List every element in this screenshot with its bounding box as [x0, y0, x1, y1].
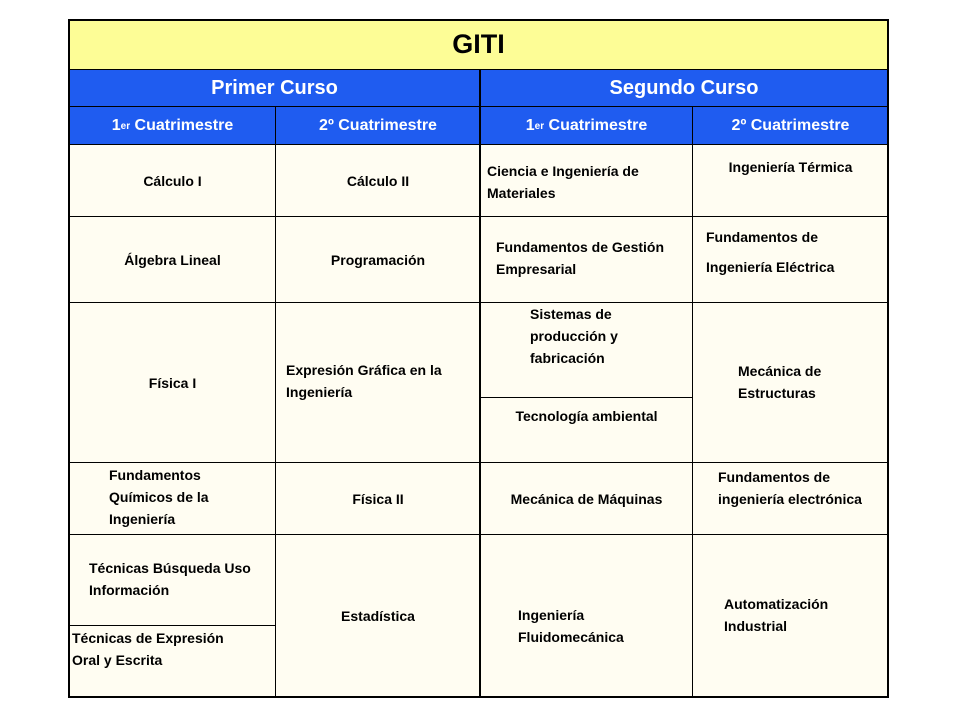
- row-divider: [69, 106, 888, 107]
- subject-name: Fundamentos de Ingeniería Eléctrica: [706, 229, 835, 275]
- row-divider: [69, 144, 888, 145]
- row-divider: [69, 302, 888, 303]
- subject-name: Cálculo I: [143, 173, 202, 189]
- subject-cell: [480, 397, 693, 435]
- subject-cell: [276, 463, 480, 535]
- subject-name: Física II: [352, 491, 404, 507]
- semester-label: Cuatrimestre: [544, 117, 648, 134]
- row-divider: [69, 462, 888, 463]
- semester-ordinal: er: [120, 120, 131, 132]
- column-divider: [692, 107, 693, 697]
- subject-cell: [69, 217, 276, 303]
- subject-name: Mecánica de Estructuras: [738, 363, 822, 401]
- subject-cell: [480, 463, 693, 535]
- course-header-second: Segundo Curso: [480, 69, 888, 107]
- semester-header-c1-s2: 2º Cuatrimestre: [276, 107, 480, 145]
- subject-cell: [276, 145, 480, 217]
- semester-header-c2-s1: [480, 107, 693, 145]
- table-border-right: [887, 19, 889, 698]
- subject-name: Estadística: [341, 608, 415, 624]
- row-divider: [69, 69, 888, 70]
- subject-name: Ciencia e Ingeniería de Materiales: [487, 163, 639, 201]
- subject-cell: [69, 145, 276, 217]
- subject-cell: [276, 535, 480, 697]
- semester-header-c1-s1: [69, 107, 276, 145]
- subject-cell: [276, 217, 480, 303]
- page-title: GITI: [69, 20, 888, 69]
- subject-name: Automatización Industrial: [724, 596, 829, 634]
- semester-ordinal: er: [534, 120, 545, 132]
- subject-name: Física I: [148, 375, 197, 391]
- subject-name: Técnicas de Expresión Oral y Escrita: [72, 630, 224, 668]
- row-divider: [480, 397, 693, 398]
- course-header-first: Primer Curso: [69, 69, 480, 107]
- subject-name: Fundamentos de Gestión Empresarial: [496, 239, 665, 277]
- subject-name: Fundamentos de ingeniería electrónica: [718, 469, 862, 507]
- semester-number: 1: [525, 117, 535, 134]
- subject-name: Ingeniería Fluidomecánica: [518, 607, 624, 645]
- subject-name: Cálculo II: [346, 173, 410, 189]
- row-divider: [69, 625, 276, 626]
- row-divider: [69, 534, 888, 535]
- column-divider: [275, 107, 276, 697]
- subject-name: Expresión Gráfica en la Ingeniería: [286, 362, 442, 400]
- semester-label: Cuatrimestre: [130, 117, 234, 134]
- subject-name: Técnicas Búsqueda Uso Información: [89, 560, 251, 598]
- semester-header-c2-s2: 2º Cuatrimestre: [693, 107, 888, 145]
- subject-name: Sistemas de producción y fabricación: [530, 306, 618, 366]
- table-border-top: [68, 19, 889, 21]
- subject-cell: [69, 303, 276, 463]
- subject-name: Tecnología ambiental: [515, 408, 658, 424]
- subject-name: Ingeniería Térmica: [728, 159, 853, 175]
- semester-number: 1: [111, 117, 121, 134]
- subject-name: Programación: [330, 252, 426, 268]
- subject-name: Álgebra Lineal: [124, 252, 221, 268]
- table-border-left: [68, 19, 70, 698]
- subject-name: Mecánica de Máquinas: [510, 491, 663, 507]
- course-divider: [479, 69, 481, 697]
- row-divider: [69, 216, 888, 217]
- subject-name: Fundamentos Químicos de la Ingeniería: [109, 467, 209, 527]
